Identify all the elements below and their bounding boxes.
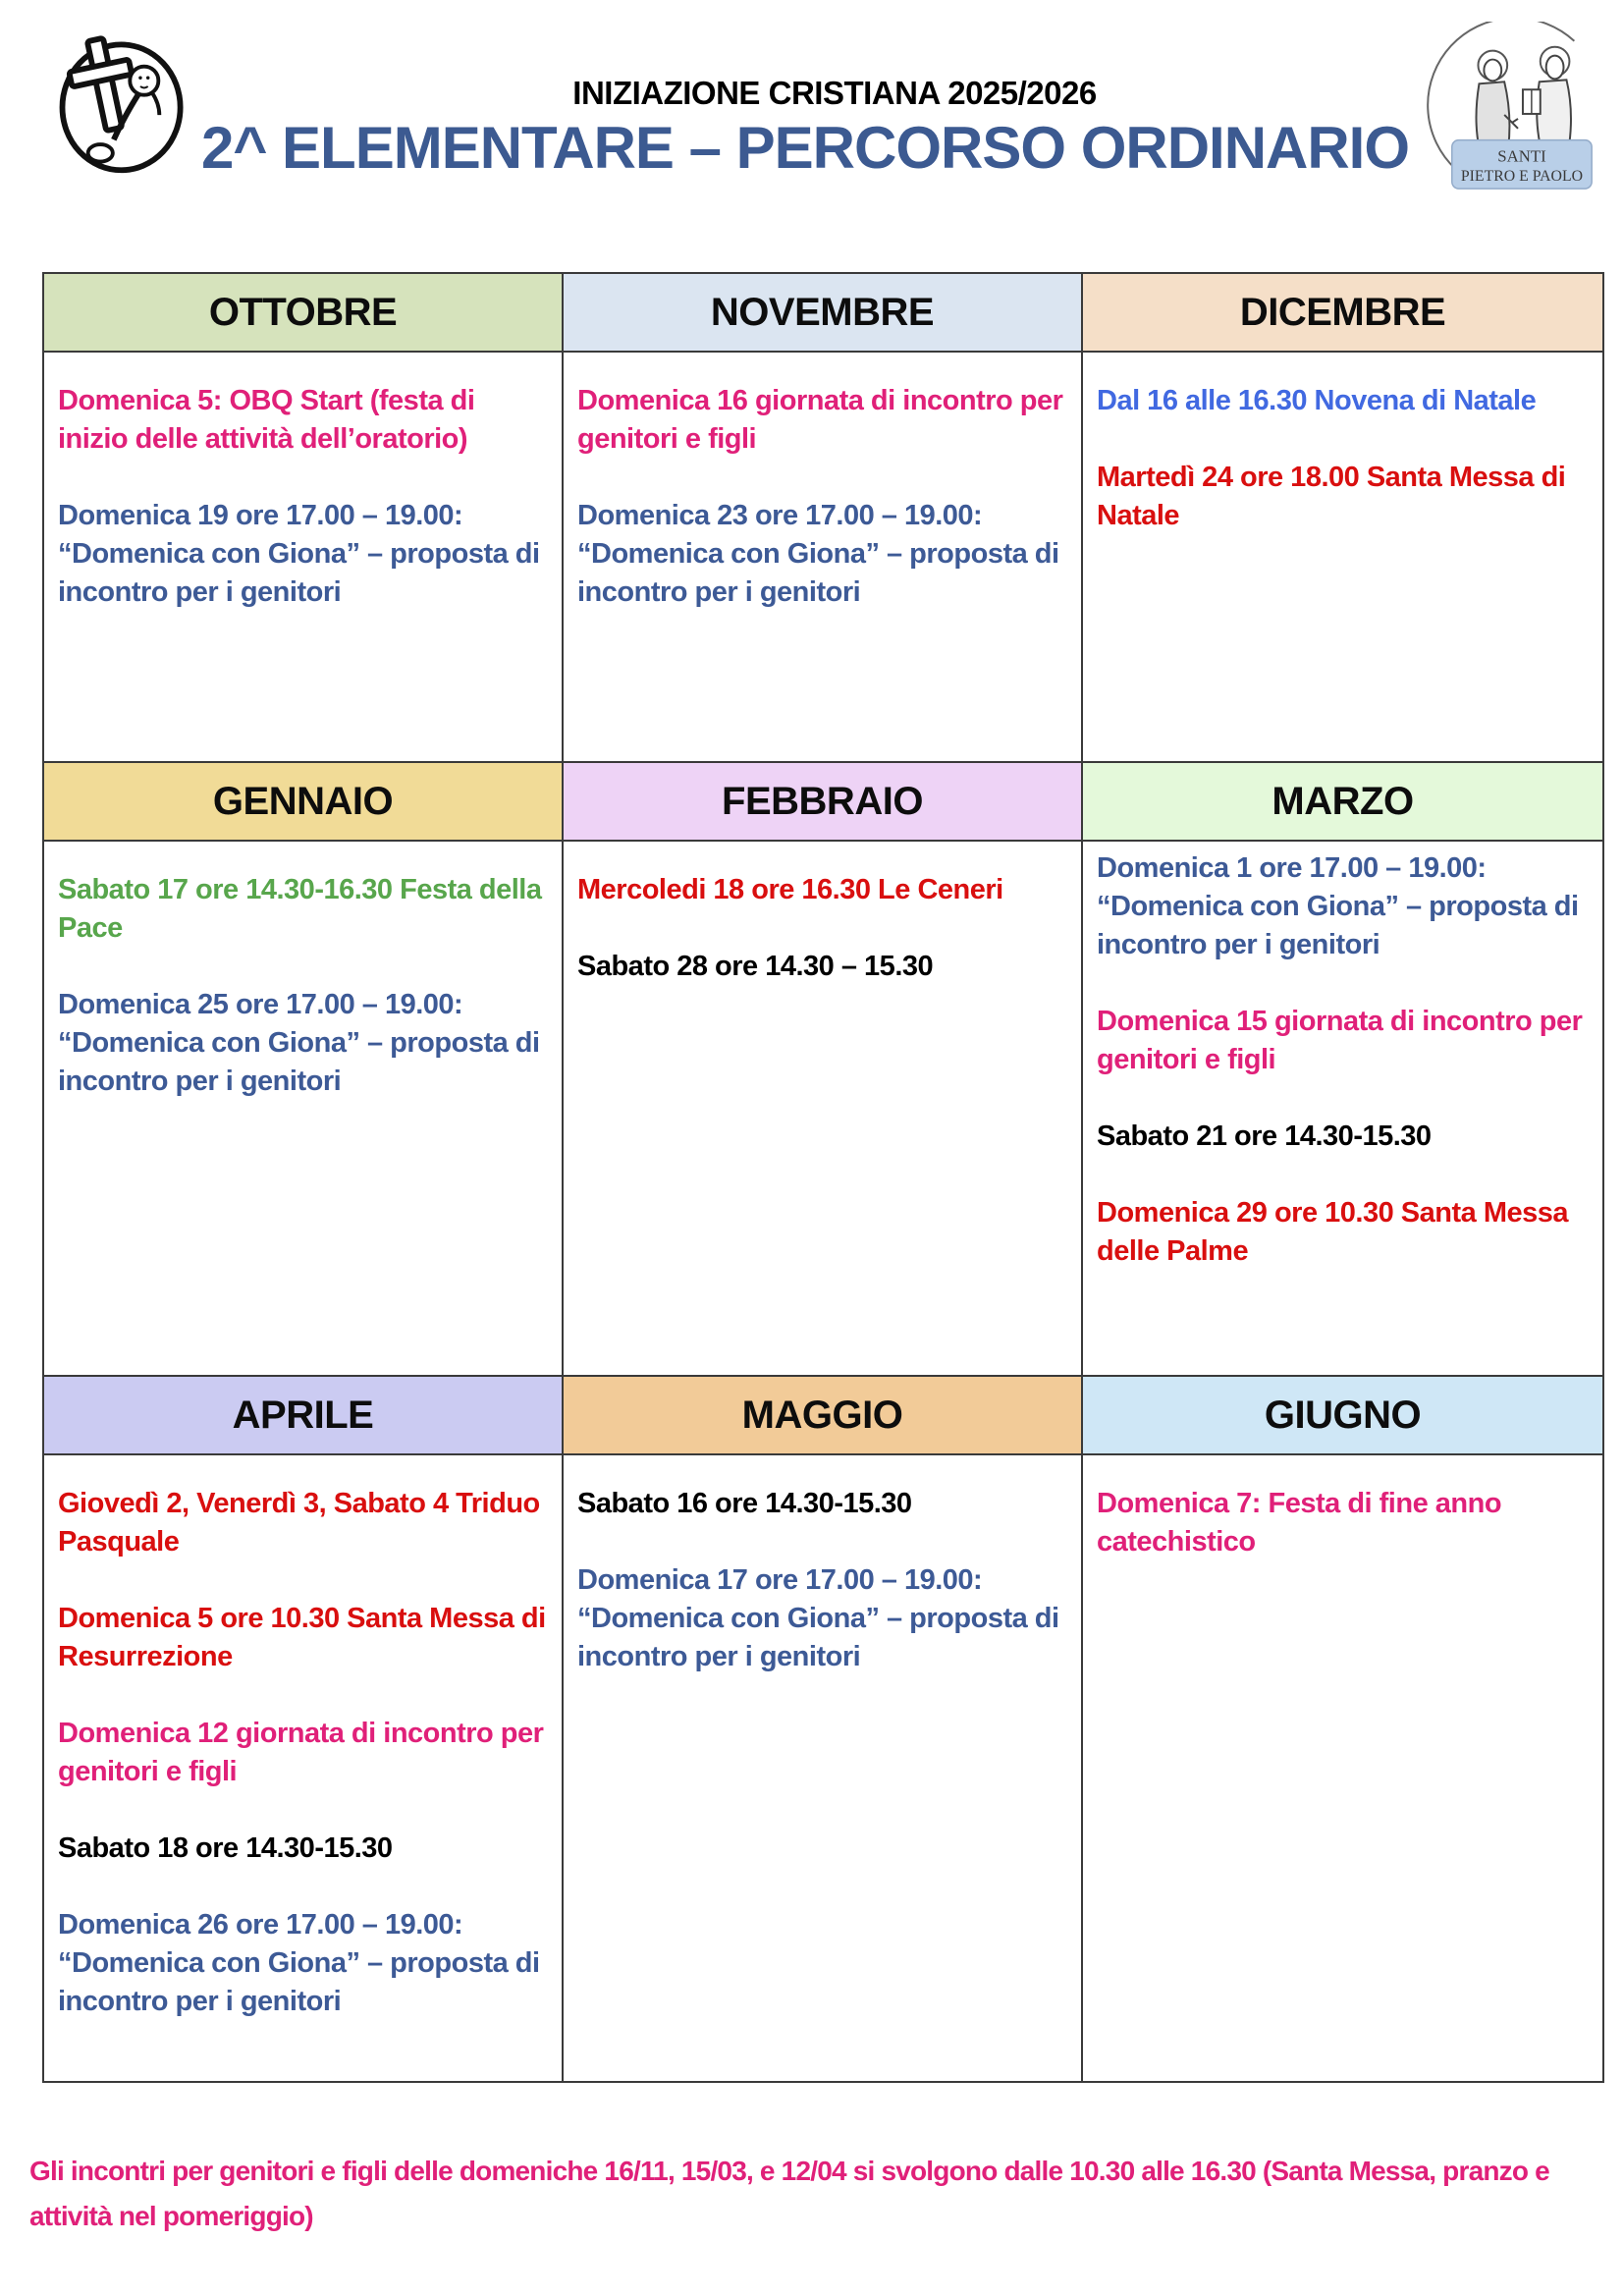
- document-subtitle: INIZIAZIONE CRISTIANA 2025/2026: [572, 75, 1097, 111]
- event-text: Domenica 17 ore 17.00 – 19.00: “Domenica con Giona” – proposta di incontro per i genitori: [577, 1564, 1059, 1672]
- month-header-marzo: MARZO: [1083, 763, 1602, 842]
- month-header-novembre: NOVEMBRE: [564, 274, 1083, 353]
- logo-banner-line2: PIETRO E PAOLO: [1460, 168, 1584, 186]
- event-text: Giovedì 2, Venerdì 3, Sabato 4 Triduo Pasquale: [58, 1488, 540, 1558]
- event-text: Domenica 7: Festa di fine anno catechistico: [1097, 1488, 1502, 1558]
- month-cell-ottobre: [44, 353, 564, 763]
- event-text: Sabato 18 ore 14.30-15.30: [58, 1832, 393, 1864]
- month-cell-dicembre: [1083, 353, 1602, 763]
- event-text: Martedì 24 ore 18.00 Santa Messa di Natale: [1097, 462, 1566, 531]
- month-cell-marzo: [1083, 842, 1602, 1377]
- event-text: Domenica 29 ore 10.30 Santa Messa delle Palme: [1097, 1197, 1568, 1267]
- footer-note: Gli incontri per genitori e figli delle domeniche 16/11, 15/03, e 12/04 si svolgono dalle 10.30 alle 16.30 (Santa Messa, pranzo e attività nel pomeriggio): [29, 2156, 1549, 2231]
- month-header-ottobre: OTTOBRE: [44, 274, 564, 353]
- month-cell-novembre: [564, 353, 1083, 763]
- logo-banner-line1: SANTI: [1497, 146, 1546, 166]
- event-text: Domenica 16 giornata di incontro per genitori e figli: [577, 385, 1063, 455]
- month-header-gennaio: GENNAIO: [44, 763, 564, 842]
- event-text: Mercoledi 18 ore 16.30 Le Ceneri: [577, 874, 1003, 905]
- month-cell-febbraio: [564, 842, 1083, 1377]
- event-text: Domenica 25 ore 17.00 – 19.00: “Domenica con Giona” – proposta di incontro per i genitori: [58, 989, 540, 1097]
- month-header-giugno: GIUGNO: [1083, 1377, 1602, 1455]
- event-text: Domenica 26 ore 17.00 – 19.00: “Domenica con Giona” – proposta di incontro per i genitori: [58, 1909, 540, 2017]
- calendar-table: [42, 272, 1604, 2083]
- event-text: Sabato 21 ore 14.30-15.30: [1097, 1121, 1432, 1152]
- event-text: Domenica 5 ore 10.30 Santa Messa di Resurrezione: [58, 1603, 546, 1672]
- page-title: 2^ ELEMENTARE – PERCORSO ORDINARIO: [200, 115, 1410, 181]
- event-text: Sabato 28 ore 14.30 – 15.30: [577, 951, 934, 982]
- month-cell-giugno: [1083, 1455, 1602, 2081]
- event-text: Domenica 12 giornata di incontro per genitori e figli: [58, 1718, 544, 1787]
- month-cell-gennaio: [44, 842, 564, 1377]
- event-text: Sabato 16 ore 14.30-15.30: [577, 1488, 912, 1519]
- event-text: Dal 16 alle 16.30 Novena di Natale: [1097, 385, 1537, 416]
- month-cell-aprile: [44, 1455, 564, 2081]
- month-header-aprile: APRILE: [44, 1377, 564, 1455]
- event-text: Domenica 19 ore 17.00 – 19.00: “Domenica con Giona” – proposta di incontro per i genitori: [58, 500, 540, 608]
- event-text: Sabato 17 ore 14.30-16.30 Festa della Pace: [58, 874, 542, 944]
- month-header-febbraio: FEBBRAIO: [564, 763, 1083, 842]
- month-cell-maggio: [564, 1455, 1083, 2081]
- event-text: Domenica 23 ore 17.00 – 19.00: “Domenica con Giona” – proposta di incontro per i genitori: [577, 500, 1059, 608]
- event-text: Domenica 5: OBQ Start (festa di inizio delle attività dell’oratorio): [58, 385, 475, 455]
- event-text: Domenica 15 giornata di incontro per genitori e figli: [1097, 1006, 1583, 1075]
- event-text: Domenica 1 ore 17.00 – 19.00: “Domenica con Giona” – proposta di incontro per i genitori: [1097, 852, 1579, 960]
- month-header-maggio: MAGGIO: [564, 1377, 1083, 1455]
- month-header-dicembre: DICEMBRE: [1083, 274, 1602, 353]
